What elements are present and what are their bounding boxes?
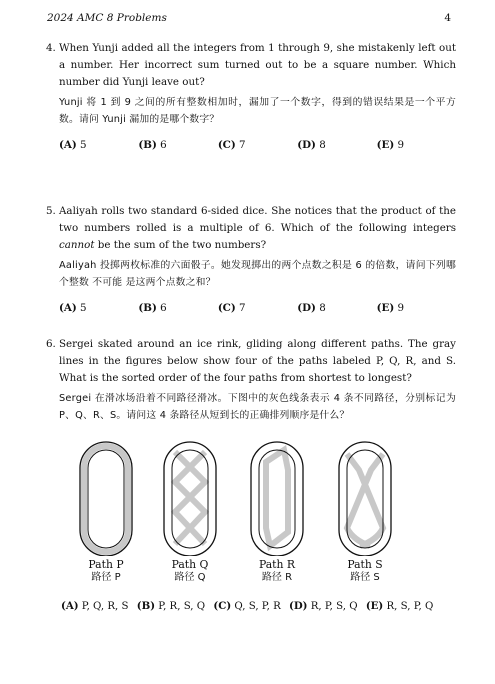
rink-paths-figure — [70, 440, 430, 590]
choice-d[interactable]: (D) 8 — [297, 302, 326, 315]
caption-path-p — [66, 558, 146, 584]
problem-number: 4. — [46, 42, 56, 54]
problem-number: 6. — [46, 338, 56, 350]
choice-d[interactable]: (D) 8 — [297, 139, 326, 152]
path-q-figure — [164, 442, 216, 556]
path-p-gray-path — [84, 446, 128, 552]
choice-b[interactable]: (B) 6 — [138, 139, 167, 152]
choice-b[interactable]: (B) 6 — [138, 302, 167, 315]
caption-en: Path Q — [171, 558, 209, 571]
caption-en: Path R — [258, 558, 296, 571]
caption-zh: 路径 P — [91, 572, 121, 583]
emphasis-cannot: cannot — [59, 239, 95, 252]
path-s-gray-path — [347, 454, 383, 546]
caption-zh: 路径 Q — [174, 572, 206, 583]
answer-choices — [59, 137, 456, 154]
choice-c[interactable]: (C) Q, S, P, R — [213, 600, 281, 612]
answer-choices — [59, 300, 456, 317]
choice-e[interactable]: (E) 9 — [376, 302, 405, 315]
path-r-gray-path — [266, 450, 288, 546]
choice-a[interactable]: (A) 5 — [59, 139, 87, 152]
paths-diagram — [70, 440, 430, 556]
problem-4 — [46, 40, 456, 154]
problem-6 — [46, 336, 456, 424]
choice-c[interactable]: (C) 7 — [217, 302, 246, 315]
choice-b[interactable]: (B) P, R, S, Q — [136, 600, 206, 612]
path-p-rink-inner — [88, 450, 124, 548]
path-q-gray-path-2 — [175, 452, 205, 544]
caption-en: Path S — [347, 558, 383, 571]
page-number: 4 — [444, 12, 451, 24]
choice-a[interactable]: (A) 5 — [59, 302, 87, 315]
choice-d[interactable]: (D) R, P, S, Q — [289, 600, 358, 612]
problem-text-en: When Yunji added all the integers from 1 through 9, she mistakenly left out a number. Her incorrect sum turned out to be a square number. Which number did Yunji leave out? — [59, 42, 456, 89]
page-header — [47, 12, 451, 24]
problem-text-en: Aaliyah rolls two standard 6-sided dice. She notices that the product of the two numbers rolled is a multiple of 6. Which of the following integers cannot be the sum of the two numbers? — [59, 205, 456, 252]
contest-title: 2024 AMC 8 Problems — [47, 12, 167, 24]
problem-5 — [46, 203, 456, 317]
problem-text-zh: Yunji 将 1 到 9 之间的所有整数相加时，漏加了一个数字，得到的错误结果是一个平方数。请问 Yunji 漏加的是哪个数字？ — [59, 96, 456, 125]
caption-path-q — [150, 558, 230, 584]
choice-e[interactable]: (E) 9 — [376, 139, 405, 152]
caption-zh: 路径 S — [350, 572, 380, 583]
answer-choices — [61, 600, 461, 612]
problem-text-en: Sergei skated around an ice rink, gliding along different paths. The gray lines in the figures below show four of the paths labeled P, Q, R, and S. What is the sorted order of the four paths from shortest to longest? — [59, 338, 456, 385]
choice-a[interactable]: (A) P, Q, R, S — [61, 600, 129, 612]
problem-text-zh: Sergei 在滑冰场沿着不同路径滑冰。下图中的灰色线条表示 4 条不同路径，分别标记为 P、Q、R、S。请问这 4 条路径从短到长的正确排列顺序是什么？ — [59, 392, 456, 421]
caption-path-s — [325, 558, 405, 584]
caption-zh: 路径 R — [261, 572, 293, 583]
problem-number: 5. — [46, 205, 56, 217]
path-r-figure — [251, 442, 303, 556]
choice-e[interactable]: (E) R, S, P, Q — [365, 600, 434, 612]
choice-c[interactable]: (C) 7 — [217, 139, 246, 152]
problem-text-zh: Aaliyah 投掷两枚标准的六面骰子。她发现掷出的两个点数之积是 6 的倍数，请问下列哪个整数 不可能 是这两个点数之和？ — [59, 259, 456, 288]
caption-path-r — [237, 558, 317, 584]
path-p-figure — [80, 442, 132, 556]
path-s-figure — [339, 442, 391, 556]
caption-en: Path P — [88, 558, 124, 571]
